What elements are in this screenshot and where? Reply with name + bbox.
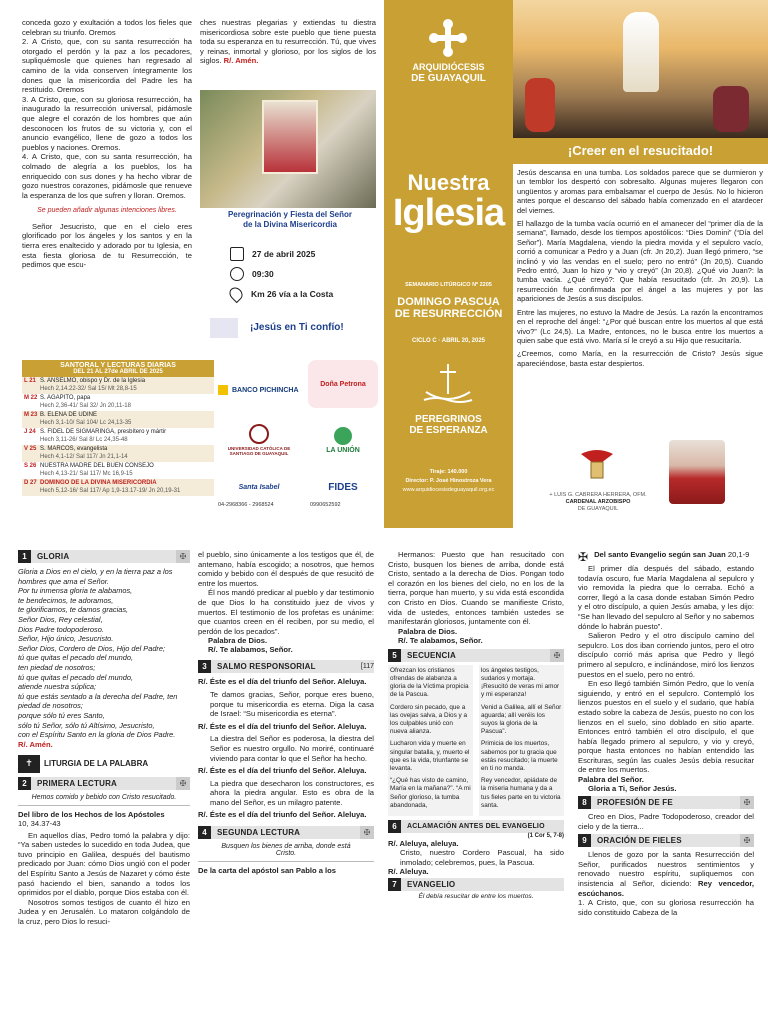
section-symbol-icon: ✠ [176, 777, 190, 790]
masthead-line-1: Nuestra [407, 170, 490, 195]
first-reading-ref: Del libro de los Hechos de los Apóstoles [18, 809, 165, 819]
editorial-p3: Entre las mujeres, no estuvo la Madre de Jesús. La razón la encontramos en el reproche del ángel: “¿Por qué buscan entre los muertos al que está vivo?” (Lc 24,5). La Madre, entonces, no le busca entre los muertos a quien sabe que está vivo. María sí le creyó a su Hijo que resucitaría. [517, 307, 763, 345]
psalm-response-3: R/. Éste es el día del triunfo del Señor. Aleluya. [198, 766, 367, 776]
reading-continued-2: Él nos mandó predicar al pueblo y dar testimonio de que Dios lo ha constituido juez de vivos y muertos. El testimonio de los profetas es unánime: que cuantos creen en él reciben, por su medio, el perdón de los pecados”. [198, 588, 374, 636]
section-symbol-icon: ✠ [740, 834, 754, 847]
gloria-line: tú que quitas el pecado del mundo, [18, 653, 134, 663]
santoral-row [22, 479, 214, 496]
acclamation-text: Cristo, nuestro Cordero Pascual, ha sido inmolado; celebremos, pues, la Pascua. [400, 848, 564, 867]
second-reading-text: Hermanos: Puesto que han resucitado con Cristo, busquen los bienes de arriba, donde está Cristo, sentado a la derecha de Dios. Pongan todo el corazón en los bienes del cielo, no en los de la tierra, porque han muerto, y su vida está escondida con Cristo en Dios. Cuando se manifieste Cristo, vida de ustedes, entonces también ustedes se manifestarán gloriosos, juntamente con él. [388, 550, 564, 627]
director: Director: P. José Hinostroza Vera [405, 478, 492, 484]
gloria-title: GLORIA [37, 552, 70, 561]
prayer-closing: Señor Jesucristo, que en el cielo eres glorificado por los ángeles y los santos y en la tierra eres enaltecido y adorado por tu Iglesia, en esta fiesta gloriosa de tu Resurrección, te pedimos que escu- [22, 221, 192, 270]
sequence-left [388, 665, 473, 816]
editorial-p2: El hallazgo de la tumba vacía ocurrió en el amanecer del “primer día de la semana”, llamado, desde los tiempos apostólicos: “Dies Domini” (“Día del Señor”). María Magdalena, viendo la piedra movida y el sepulcro vacío, corrió a comunicar a Pedro y a Juan (cfr. Jn 20,2). Juan llegó primero, “se inclinó y vio las vendas en el suelo; pero no entró” (Jn 20,5). Cuando Pedro entró, Juan lo hizo y “vio y creyó” (Jn 20,8). ¿Qué vio Juan?: la tumba vacía. ¿Qué creyó?: Que había resucitado (cfr. Jn 20,9). La resurrección fue confirmada por el ángel a las mujeres y por las apariciones de Jesús a sus discípulos. [517, 219, 763, 304]
santoral-readings: Hech 2,14.22-32/ Sal 15/ Mt 28,8-15 [40, 385, 137, 392]
gloria-line: Dios Padre todopoderoso. [18, 624, 104, 634]
gospel-cite: 20,1-9 [727, 550, 750, 559]
gospel-title: EVANGELIO [407, 880, 456, 890]
santoral-row [22, 377, 214, 394]
second-reading-ref: De la carta del apóstol san Pablo a los [198, 866, 337, 876]
prayers-title: ORACIÓN DE FIELES [597, 836, 682, 846]
first-reading-cite: 10, 34.37-43 [18, 818, 61, 828]
cardinal-portrait [669, 440, 725, 504]
santoral-subtitle: DEL 21 AL 27de ABRIL DE 2025 [73, 369, 163, 375]
second-reading-note: Busquen los bienes de arriba, donde está Cristo. [221, 843, 351, 858]
sequence-stanza: Lucharon vida y muerte en singular batalla, y, muerto el que es la vida, triunfante se levanta. [390, 740, 470, 772]
word-of-lord: Palabra del Señor. [578, 775, 644, 785]
gloria-text [18, 567, 190, 740]
section-first-reading: 2 PRIMERA LECTURA ✠ [18, 777, 190, 790]
spread-gap [0, 528, 768, 548]
prayer-intro: conceda gozo y exultación a todos los fieles que celebran su triunfo. Oremos [22, 18, 192, 37]
bottom-col-4 [578, 550, 754, 917]
first-reading-p1: En aquellos días, Pedro tomó la palabra y dijo: “Ya saben ustedes lo sucedido en toda Judea, que tuvo principio en Galilea, después del bautismo predicado por Juan: cómo Dios ungió con el poder del Espíritu Santo a Jesús de Nazaret y cómo éste pasó haciendo el bien, sanando a todos los oprimidos por el diablo, porque Dios estaba con él. [18, 830, 190, 898]
gloria-line: tú que quitas el pecado del mundo, [18, 672, 134, 682]
prayers-intro: Llenos de gozo por la santa Resurrección del Señor, purificados nuestros sentimientos y renovado nuestro espíritu, supliquemos con insistencia al Señor, diciendo: [578, 850, 754, 889]
psalm-title: SALMO RESPONSORIAL [217, 662, 316, 672]
ucsg-logo [218, 416, 300, 464]
sequence-stanza: Venid a Galilea, allí el Señor aguarda; allí veréis los suyos la gloria de la Pascua”. [481, 703, 562, 736]
resurrection-painting [513, 0, 768, 138]
risen-christ-figure [623, 12, 659, 92]
jubilee-line-1: PEREGRINOS [415, 414, 482, 425]
prayer-note: Se pueden añadir algunas intenciones libres. [37, 207, 177, 215]
psalm-stanza-3: La piedra que desecharon los constructores, es ahora la piedra angular. Esto es obra de la mano del Señor, es un milagro patente. [210, 778, 374, 807]
sponsor-4: LA UNIÓN [326, 446, 360, 454]
santoral-readings: Hech 4,1-12/ Sal 117/ Jn 21,1-14 [40, 453, 128, 460]
event-place: Km 26 vía a la Costa [251, 289, 334, 299]
bottom-col-3 [388, 550, 564, 900]
first-reading-p2: Nosotros somos testigos de cuanto él hizo en Judea y en Jerusalén. Lo mataron colgándolo de la cruz, pero Dios lo resuci- [18, 897, 190, 927]
santoral-saint: S. MARCOS, evangelista [40, 446, 108, 452]
section-symbol-icon: ✠ [176, 550, 190, 563]
event-title: Peregrinación y Fiesta del Señor de la Divina Misericordia [227, 210, 353, 229]
divine-mercy-image [262, 100, 318, 174]
top-left-panel [0, 0, 384, 528]
parish-logo [210, 318, 238, 338]
cardinal-coat-of-arms [577, 448, 617, 484]
website: www.arquidiocesisdeguayaquil.org.ec [402, 487, 495, 493]
santoral-readings: Hech 4,13-21/ Sal 117/ Mc 16,9-15 [40, 470, 133, 477]
sequence-title: SECUENCIA [407, 650, 456, 660]
gospel-p1: El primer día después del sábado, estando todavía oscuro, fue María Magdalena al sepulcro y vio removida la piedra que lo cerraba. Echó a correr, llegó a la casa donde estaban Simón Pedro y el otro discípulo, a quien Jesús amaba, y les dijo: “Se han llevado del sepulcro al Señor y no sabemos dónde lo habrán puesto”. [578, 564, 754, 631]
archdiocese-cross-icon [428, 18, 468, 58]
creed-text: Creo en Dios, Padre Todopoderoso, creador del cielo y de la tierra... [578, 812, 754, 831]
psalm-stanza-1: Te damos gracias, Señor, porque eres bueno, porque tu misericordia es eterna. Diga la casa de Israel: “Su misericordia es eterna”. [210, 689, 374, 719]
santoral-day: M 22 [24, 395, 38, 401]
cross-icon: ✠ [578, 550, 589, 564]
section-symbol-icon: ✠ [740, 796, 754, 809]
colophon [384, 468, 513, 495]
second-reading-title: SEGUNDA LECTURA [217, 828, 301, 838]
semanario-number: SEMANARIO LITÚRGICO Nº 2205 [405, 282, 492, 288]
jubilee-boat-icon [418, 358, 478, 410]
gloria-line: Gloria a Dios en el cielo, y en la tierra paz a los hombres que ama el Señor. [18, 567, 173, 586]
santoral-day: M 23 [24, 412, 38, 418]
signature-line-1: + LUIS G. CABRERA HERRERA, OFM. [549, 492, 647, 498]
phone-1: 04-2968366 - 2968524 [218, 502, 274, 508]
sunday-title [384, 296, 513, 320]
gloria-line: Señor Dios, Cordero de Dios, Hijo del Padre; [18, 643, 166, 653]
gloria-line: con el Espíritu Santo en la gloria de Dios Padre. [18, 730, 176, 740]
editorial-p1: Jesús descansa en una tumba. Los soldados parece que se durmieron y un temblor los despertó con sobresalto. Algunas mujeres llegaron con ungüentos y aromas para embalsamar el cuerpo de Jesús. No lo hicieron antes porque el descanso del sábado había comenzado en el atardecer del viernes. [517, 168, 763, 215]
acclamation-ref: (1 Cor 5, 7-8) [527, 833, 564, 839]
santoral-box [22, 360, 214, 496]
word-of-god-2: Palabra de Dios. [398, 626, 458, 636]
masthead-line-2: Iglesia [392, 192, 505, 234]
jubilee-motto [384, 414, 513, 436]
gospel-response: Gloria a Ti, Señor Jesús. [588, 784, 677, 794]
santoral-saint: NUESTRA MADRE DEL BUEN CONSEJO [40, 463, 154, 469]
gospel-p3: En eso llegó también Simón Pedro, que lo venía siguiendo, y entró en el sepulcro. Contempló los lienzos puestos en el suelo y el sudario, que había estado sobre la cabeza de Jesús, puesto no con los lienzos en el suelo, sino doblado en sitio aparte. Entonces entró también el otro discípulo, el que había llegado primero al sepulcro, y vio y creyó, porque hasta entonces no habían entendido las Escrituras, según las cuales Jesús debía resucitar de entre los muertos. [578, 679, 754, 775]
first-reading-note: Hemos comido y bebido con Cristo resucitado. [31, 793, 177, 801]
signature-line-3: DE GUAYAQUIL [577, 506, 619, 512]
gospel-p2: Salieron Pedro y el otro discípulo camino del sepulcro. Los dos iban corriendo juntos, pero el otro discípulo corrió más aprisa que Pedro y llegó primero al sepulcro, e inclinándose, miró los lienzos puestos en el suelo, pero no entró. [578, 631, 754, 679]
sequence-stanza: Rey vencedor, apiádate de la miseria humana y da a tus fieles parte en tu victoria santa. [481, 777, 561, 809]
cover-panel [384, 0, 513, 528]
gloria-line: Por tu inmensa gloria te alabamos, [18, 586, 133, 596]
section-gloria: 1 GLORIA ✠ [18, 550, 190, 563]
santoral-day: S 26 [24, 463, 37, 469]
headline: ¡Creer en el resucitado! [513, 138, 768, 164]
santa-isabel-logo: Santa Isabel [238, 483, 280, 491]
santoral-saint: DOMINGO DE LA DIVINA MISERICORDIA [40, 480, 157, 486]
gloria-amen: R/. Amén. [18, 739, 53, 749]
gospel-note: Él debía resucitar de entre los muertos. [418, 893, 534, 901]
sequence-stanza: los ángeles testigos, sudarios y mortaja. ¡Resucitó de veras mi amor y mi esperanza! [481, 666, 560, 699]
word-of-god: Palabra de Dios. [208, 636, 268, 646]
liturgy-banner [18, 755, 190, 773]
santoral-day: V 25 [24, 446, 37, 452]
procession-photo [200, 90, 376, 208]
org-line-2: DE GUAYAQUIL [411, 73, 486, 84]
santoral-row [22, 411, 214, 428]
archdiocese-name [384, 62, 513, 84]
sequence-box [388, 665, 564, 816]
gloria-line: Señor, Hijo único, Jesucristo. [18, 634, 114, 644]
prayers-response: Rey vencedor, escúchanos. [578, 879, 754, 898]
calendar-icon [230, 247, 244, 261]
prayer-2: 2. A Cristo, que, con su santa resurrección ha otorgado el perdón y la paz a los pecadores, supliquémosle que quienes han regresado al camino de la vida conserven íntegramente los dones que la misericordia del Padre les ha restituido. Oremos [22, 37, 192, 95]
sequence-stanza: Cordero sin pecado, que a las ovejas salva, a Dios y a los culpables unió con nueva alianza. [390, 703, 468, 736]
psalm-response-4: R/. Éste es el día del triunfo del Señor. Aleluya. [198, 810, 367, 820]
masthead [384, 172, 513, 232]
section-acclamation: 6 ACLAMACIÓN ANTES DEL EVANGELIO [388, 820, 564, 833]
closing-column [200, 18, 376, 66]
bible-icon: ✝ [18, 755, 40, 773]
santoral-day: J 24 [24, 429, 36, 435]
prayers-p1: 1. A Cristo, que, con su gloriosa resurrección ha sido constituido Cabeza de la [578, 898, 754, 917]
gloria-line: sólo tú Señor, sólo tú Altísimo, Jesucristo, [18, 720, 155, 730]
acclamation-title: ACLAMACIÓN ANTES DEL EVANGELIO [407, 823, 545, 830]
event-time: 09:30 [252, 269, 274, 279]
santoral-day: D 27 [24, 480, 37, 486]
psalm-number: [117 [360, 663, 374, 671]
event-details [230, 244, 380, 304]
santoral-saint: S. FIDEL DE SIGMARINGA, presbítero y mártir [40, 429, 167, 435]
jubilee-line-2: DE ESPERANZA [409, 425, 488, 436]
la-union-logo [308, 416, 378, 464]
soldier-figure [713, 86, 749, 132]
santoral-title: SANTORAL Y LECTURAS DIARIAS [60, 362, 176, 369]
santoral-row [22, 394, 214, 411]
dona-petrona-logo: Doña Petrona [308, 360, 378, 408]
response-2: R/. Te alabamos, Señor. [398, 635, 483, 645]
closing-text: ches nuestras plegarias y extiendas tu diestra misericordiosa sobre este pueblo que tiene puesta toda su esperanza en tu resurrección. Tú, que vives y reinas, inmortal y glorioso, por los siglos de los siglos. [200, 18, 376, 66]
gloria-line: atiende nuestra súplica; [18, 682, 97, 692]
acclamation-response-2: R/. Aleluya. [388, 867, 429, 877]
clock-icon [230, 267, 244, 281]
top-right-panel [513, 0, 768, 528]
gloria-line: ten piedad de nosotros; [18, 662, 96, 672]
santoral-list [22, 377, 214, 496]
first-reading-title: PRIMERA LECTURA [37, 778, 118, 788]
santoral-readings: Hech 2,36-41/ Sal 32/ Jn 20,11-18 [40, 402, 131, 409]
angel-figure [525, 78, 555, 132]
sunday-line-1: DOMINGO PASCUA [397, 296, 500, 308]
sponsor-3: UNIVERSIDAD CATÓLICA DE SANTIAGO DE GUAYAQUIL [227, 446, 291, 456]
banco-pichincha-logo [218, 372, 300, 408]
signature-line-2: CARDENAL ARZOBISPO [565, 499, 631, 505]
gospel-heading [578, 550, 754, 564]
print-run: Tiraje: 140.000 [429, 469, 468, 475]
fides-logo: FIDES [328, 481, 358, 493]
section-symbol-icon: ✠ [550, 649, 564, 662]
section-sequence: 5 SECUENCIA ✠ [388, 649, 564, 662]
santoral-day: L 21 [24, 378, 36, 384]
section-gospel: 7 EVANGELIO [388, 878, 564, 891]
sponsors-grid [218, 372, 380, 528]
sponsor-1: BANCO PICHINCHA [232, 386, 299, 394]
santoral-row [22, 462, 214, 479]
sequence-stanza: “¿Qué has visto de camino, María en la mañana?”. “A mi Señor glorioso, la tumba abandonada, [390, 777, 471, 809]
cycle-date: CICLO C · ABRIL 20, 2025 [411, 338, 486, 344]
gloria-line: porque sólo tú eres Santo, [18, 710, 105, 720]
editorial-p4: ¿Creemos, como María, en la resurrección de Cristo? Jesús sigue apareciéndose, basta estar despiertos. [517, 349, 763, 368]
editorial [517, 168, 763, 368]
signature [533, 492, 663, 513]
sunday-line-2: DE RESURRECCIÓN [394, 308, 503, 320]
santoral-saint: S. ANSELMO, obispo y Dr. de la Iglesia [40, 378, 146, 384]
psalm-stanza-2: La diestra del Señor es poderosa, la diestra del Señor es nuestro orgullo. No moriré, continuaré viviendo para contar lo que el Señor ha hecho. [210, 734, 374, 763]
gloria-line: te bendecimos, te adoramos, [18, 595, 114, 605]
prayer-4: 4. A Cristo, que, con su santa resurrección, ha colmado de alegría a los pueblos, los ha enriquecido con sus dones y ha hecho vibrar de gozo nuestros corazones, pidámosle que renueve la esperanza de los que sufren y lloran. Oremos. [22, 152, 192, 200]
section-second-reading: 4 SEGUNDA LECTURA ✠ [198, 826, 374, 839]
bottom-col-2 [198, 550, 374, 875]
sequence-right [479, 665, 564, 816]
prayer-column [22, 18, 192, 270]
gloria-line: tú que estás sentado a la derecha del Padre, ten piedad de nosotros; [18, 691, 178, 711]
section-prayers: 9 ORACIÓN DE FIELES ✠ [578, 834, 754, 847]
acclamation-response: R/. Aleluya, aleluya. [388, 839, 459, 848]
santoral-row [22, 428, 214, 445]
sequence-stanza: Primicia de los muertos, sabemos por tu gracia que estás resucitado; la muerte en ti no manda. [481, 740, 558, 772]
gloria-line: Señor Dios, Rey celestial, [18, 614, 103, 624]
liturgy-title: LITURGIA DE LA PALABRA [44, 759, 149, 769]
psalm-response-2: R/. Éste es el día del triunfo del Señor. Aleluya. [198, 721, 367, 731]
santoral-row [22, 445, 214, 462]
prayer-3: 3. A Cristo, que, con su gloriosa resurrección, ha inaugurado la resurrección universal, pidámosle que alegre el corazón de los hombres que aún desconocen los frutos de su victoria y, con el anuncio evangélico, llene de gozo a todos los pueblos y naciones. Oremos. [22, 94, 192, 152]
santoral-saint: S. AGAPITO, papa [40, 395, 91, 401]
section-psalm: 3 SALMO RESPONSORIAL [117 [198, 660, 374, 673]
location-pin-icon [227, 285, 245, 303]
phone-2: 0990652592 [310, 502, 341, 508]
creed-title: PROFESIÓN DE FE [597, 798, 673, 808]
section-symbol-icon: ✠ [360, 826, 374, 839]
response: R/. Te alabamos, Señor. [208, 645, 293, 655]
event-motto: ¡Jesús en Ti confío! [250, 322, 344, 333]
gospel-ref: Del santo Evangelio según san Juan [594, 550, 726, 559]
sequence-stanza: Ofrezcan los cristianos ofrendas de alabanza a gloria de la Víctima propicia de la Pascua. [390, 666, 469, 699]
psalm-response-1: R/. Éste es el día del triunfo del Señor. Aleluya. [198, 677, 367, 687]
santoral-readings: Hech 5,12-16/ Sal 117/ Ap 1,9-13.17-19/ Jn 20,19-31 [40, 487, 181, 494]
gloria-line: te glorificamos, te damos gracias, [18, 605, 129, 615]
bottom-col-1 [18, 550, 190, 927]
santoral-saint: B. ELENA DE UDINE [40, 412, 98, 418]
santoral-readings: Hech 3,1-10/ Sal 104/ Lc 24,13-35 [40, 419, 132, 426]
section-creed: 8 PROFESIÓN DE FE ✠ [578, 796, 754, 809]
event-date: 27 de abril 2025 [252, 249, 316, 259]
org-line-1: ARQUIDIÓCESIS [412, 62, 485, 72]
santoral-readings: Hech 3,11-26/ Sal 8/ Lc 24,35-48 [40, 436, 128, 443]
closing-amen: R/. Amén. [223, 56, 259, 66]
reading-continued-1: el pueblo, sino únicamente a los testigos que él, de antemano, había escogido; a nosotros, que hemos comido y bebido con él después de que resucitó de entre los muertos. [198, 550, 374, 588]
